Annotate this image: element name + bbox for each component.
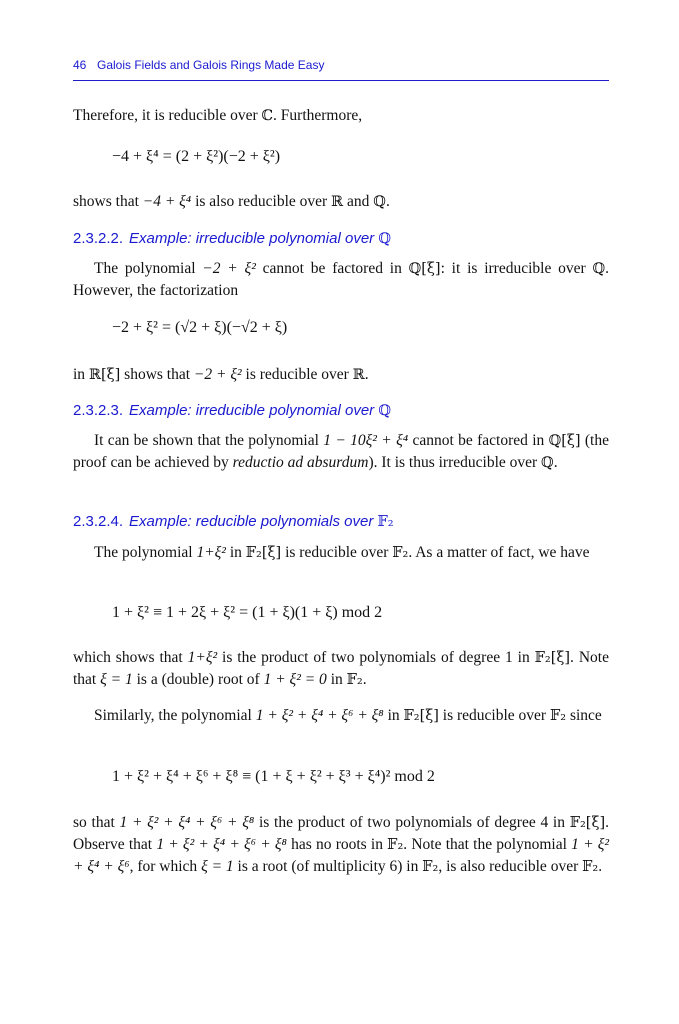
- math-inline: ξ = 1: [201, 858, 234, 875]
- text: cannot be factored in: [408, 432, 549, 449]
- text: is the product of two polynomials of degree 1 in: [217, 649, 535, 666]
- text: .: [364, 366, 369, 383]
- section-field: ℚ: [378, 231, 391, 247]
- math-field-r: ℝ: [352, 367, 365, 383]
- text: .: [553, 454, 558, 471]
- paragraph-5: [73, 430, 609, 474]
- math-inline: −2 + ξ²: [193, 366, 242, 383]
- text: , for which: [129, 858, 202, 875]
- text: , is also reducible over: [438, 858, 583, 875]
- text: It can be shown that the polynomial: [94, 432, 324, 449]
- text: in: [225, 544, 246, 561]
- latin-phrase: reductio ad absurdum: [232, 454, 369, 471]
- equation-3: 1 + ξ² ≡ 1 + 2ξ + ξ² = (1 + ξ)(1 + ξ) mod 2: [112, 604, 383, 621]
- math-ring: 𝔽₂[ξ]: [569, 815, 606, 831]
- math-field-f2: 𝔽₂: [582, 859, 599, 875]
- page-number: 46: [73, 58, 87, 72]
- text: is reducible over: [281, 544, 393, 561]
- math-field-f2: 𝔽₂: [387, 837, 404, 853]
- equation-4: 1 + ξ² + ξ⁴ + ξ⁶ + ξ⁸ ≡ (1 + ξ + ξ² + ξ³ + ξ⁴)² mod 2: [112, 768, 435, 785]
- section-title: Example: irreducible polynomial over: [129, 402, 379, 419]
- equation-2: −2 + ξ² = (√2 + ξ)(−√2 + ξ): [112, 319, 288, 336]
- math-field-q: ℚ: [541, 455, 554, 471]
- text: is reducible over: [438, 707, 550, 724]
- text: . Observe that: [73, 814, 609, 853]
- section-title: Example: irreducible polynomial over: [129, 230, 379, 247]
- section-heading-2-3-2-3: [73, 402, 391, 419]
- math-field-r: ℝ: [331, 194, 344, 210]
- text: .: [362, 671, 367, 688]
- text: .: [385, 193, 390, 210]
- text: shows that: [120, 366, 194, 383]
- paragraph-8: [73, 705, 609, 727]
- math-field-q: ℚ: [373, 194, 386, 210]
- text: (the proof can be achieved by: [73, 432, 609, 471]
- math-ring: 𝔽₂[ξ]: [534, 650, 571, 666]
- math-inline: −2 + ξ²: [202, 260, 256, 277]
- math-ring: 𝔽₂[ξ]: [403, 708, 439, 724]
- book-title: Galois Fields and Galois Rings Made Easy: [97, 58, 325, 72]
- math-inline: 1+ξ²: [196, 544, 226, 561]
- paragraph-6: [73, 542, 609, 564]
- section-field: ℚ: [378, 403, 391, 419]
- text: has no roots in: [286, 836, 388, 853]
- text: .: [598, 858, 603, 875]
- math-field-f2: 𝔽₂: [392, 545, 409, 561]
- math-ring: ℝ[ξ]: [88, 367, 121, 383]
- text: ). It is thus irreducible over: [368, 454, 542, 471]
- paragraph-4: [73, 364, 609, 386]
- math-inline: 1 + ξ² + ξ⁴ + ξ⁶ + ξ⁸: [119, 814, 255, 831]
- paragraph-3: [73, 258, 609, 302]
- math-field-q: ℚ: [592, 261, 606, 277]
- paragraph-7: [73, 647, 609, 691]
- running-header: [73, 58, 609, 81]
- text: shows that: [73, 193, 143, 210]
- math-field-c: ℂ: [261, 108, 274, 124]
- text: is also reducible over: [191, 193, 332, 210]
- section-number: 2.3.2.2.: [73, 230, 124, 247]
- text: in: [383, 707, 404, 724]
- paragraph-2: [73, 191, 609, 213]
- text: which shows that: [73, 649, 188, 666]
- text: The polynomial: [94, 544, 197, 561]
- text: so that: [73, 814, 120, 831]
- text: is a (double) root of: [132, 671, 264, 688]
- text: : it is irreducible over: [440, 260, 593, 277]
- math-inline: 1 + ξ² = 0: [263, 671, 327, 688]
- section-number: 2.3.2.4.: [73, 513, 124, 530]
- text: is reducible over: [241, 366, 353, 383]
- math-ring: 𝔽₂[ξ]: [245, 545, 282, 561]
- text: . Furthermore,: [273, 107, 363, 124]
- math-ring: ℚ[ξ]: [548, 433, 581, 449]
- section-heading-2-3-2-2: [73, 230, 391, 247]
- text: . Note that the polynomial: [403, 836, 572, 853]
- math-field-f2: 𝔽₂: [549, 708, 567, 724]
- paragraph-9: [73, 812, 609, 878]
- text: is a root (of multiplicity 6) in: [233, 858, 423, 875]
- math-inline: 1 − 10ξ² + ξ⁴: [323, 432, 409, 449]
- text: . As a matter of fact, we have: [408, 544, 590, 561]
- math-inline: 1+ξ²: [187, 649, 218, 666]
- section-field: 𝔽₂: [377, 514, 394, 530]
- math-inline: 1 + ξ² + ξ⁴ + ξ⁶ + ξ⁸: [156, 836, 287, 853]
- math-field-f2: 𝔽₂: [346, 672, 363, 688]
- section-number: 2.3.2.3.: [73, 402, 124, 419]
- text: is the product of two polynomials of degree 4 in: [254, 814, 570, 831]
- math-inline: −4 + ξ⁴: [142, 193, 192, 210]
- text: since: [566, 707, 602, 724]
- text: The polynomial: [94, 260, 203, 277]
- text: and: [343, 193, 374, 210]
- text: in: [326, 671, 347, 688]
- section-title: Example: reducible polynomials over: [129, 513, 378, 530]
- section-heading-2-3-2-4: [73, 513, 394, 530]
- paragraph-1: [73, 105, 609, 127]
- math-ring: ℚ[ξ]: [408, 261, 441, 277]
- text: Similarly, the polynomial: [94, 707, 256, 724]
- math-inline: 1 + ξ² + ξ⁴ + ξ⁶: [73, 836, 610, 875]
- text: Therefore, it is reducible over: [73, 107, 262, 124]
- text: . However, the factorization: [73, 260, 609, 299]
- math-field-f2: 𝔽₂: [422, 859, 439, 875]
- math-inline: ξ = 1: [100, 671, 133, 688]
- equation-1: −4 + ξ⁴ = (2 + ξ²)(−2 + ξ²): [112, 148, 281, 165]
- math-inline: 1 + ξ² + ξ⁴ + ξ⁶ + ξ⁸: [255, 707, 384, 724]
- text: cannot be factored in: [255, 260, 409, 277]
- text: . Note that: [73, 649, 609, 688]
- text: in: [73, 366, 89, 383]
